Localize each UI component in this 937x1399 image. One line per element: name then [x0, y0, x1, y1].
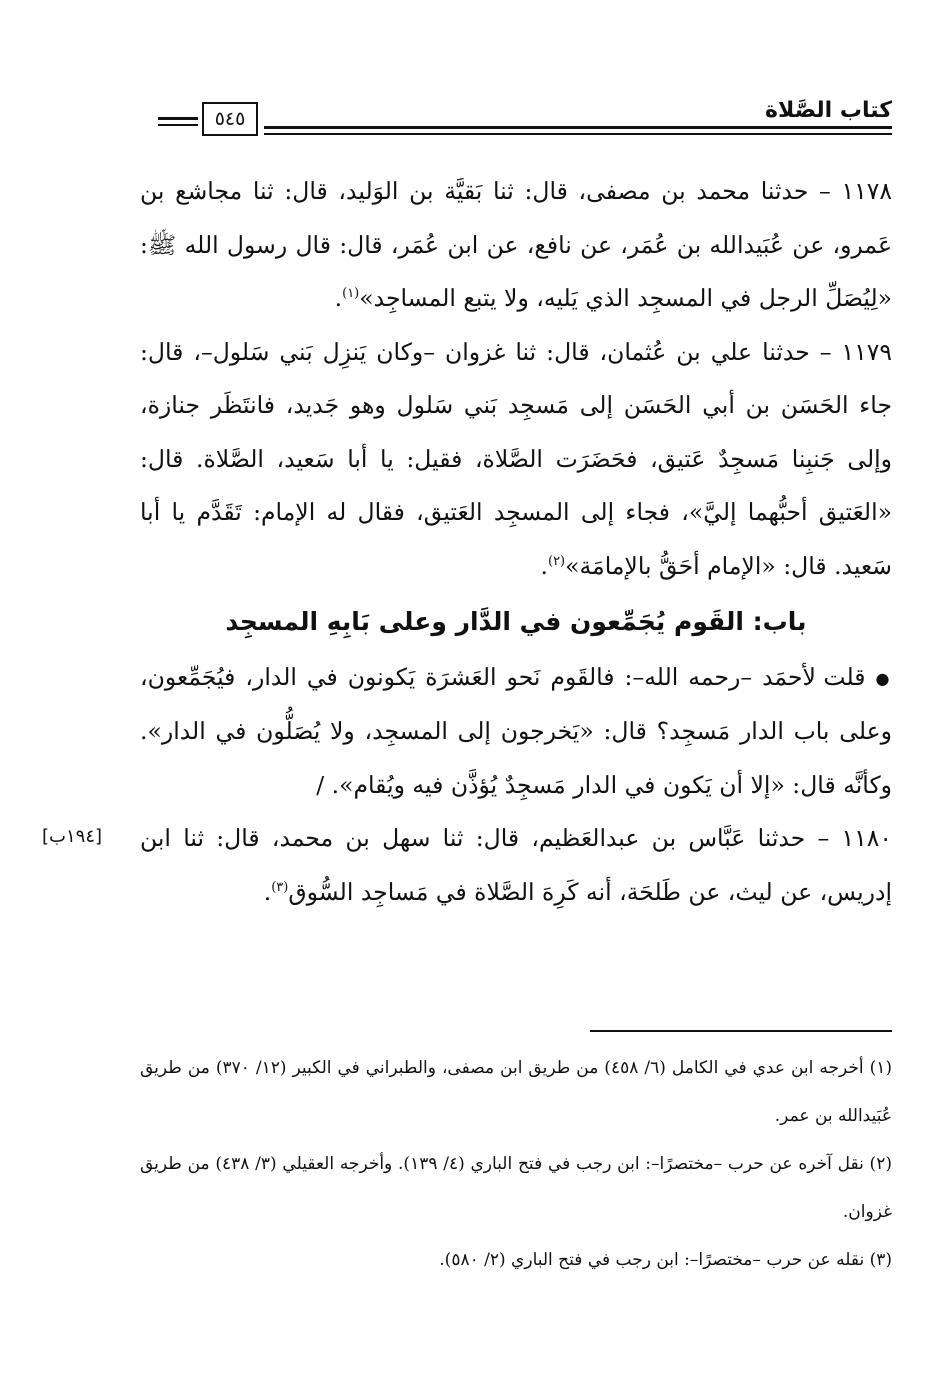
hadith-text: – حدثنا علي بن عُثمان، قال: ثنا غزوان –وكان يَنزِل بَني سَلول–، قال: جاء الحَسَن بن أبي الحَسَن إلى مَسجِد بَني سَلول وهو جَديد، فانتَظَر جنازة، وإلى جَنبِنا مَسجِدٌ عَتيق، فحَضَرَت الصَّلاة، فقيل: يا أبا سَعيد، الصَّلاة. قال: «العَتيق أحبُّهما إليَّ»، فجاء إلى المسجِد العَتيق، فقال له الإمام: تَقَدَّم يا أبا سَعيد. قال: «الإمام أحَقُّ بالإمامَة»	[140, 337, 892, 580]
footnote-2: (٢) نقل آخره عن حرب –مختصرًا–: ابن رجب في فتح الباري (٤/ ١٣٩). وأخرجه العقيلي (٣/ ٤٣٨) من طريق غزوان.	[140, 1154, 892, 1222]
page-number: ٥٤٥	[202, 102, 258, 136]
header-rule	[264, 133, 892, 135]
hadith-1178	[140, 165, 892, 326]
hadith-number: ١١٧٨	[841, 177, 892, 205]
bullet-paragraph	[140, 651, 892, 812]
hadith-number: ١١٧٩	[841, 337, 892, 366]
chapter-heading: باب: القَوم يُجَمِّعون في الدَّار وعلى بَابِهِ المسجِد	[225, 607, 807, 636]
footnote-1: (١) أخرجه ابن عدي في الكامل (٦/ ٤٥٨) من طريق ابن مصفى، والطبراني في الكبير (١٢/ ٣٧٠) من طريق عُبَيدالله بن عمر.	[140, 1058, 892, 1126]
footnote-3: (٣) نقله عن حرب –مختصرًا–: ابن رجب في فتح الباري (٢/ ٥٨٠).	[439, 1250, 892, 1270]
header-rule	[158, 124, 198, 126]
hadith-1179	[140, 326, 892, 594]
bullet-icon: ●	[875, 668, 892, 688]
main-text	[140, 165, 892, 919]
footnote-separator	[590, 1030, 892, 1032]
hadith-1180	[140, 812, 892, 919]
sentence-end: .	[334, 284, 343, 312]
footnote-ref[interactable]: (٣)	[271, 879, 289, 895]
manuscript-folio-marker: [١٩٤ب]	[42, 826, 103, 847]
sentence-end: .	[540, 551, 548, 580]
hadith-number: ١١٨٠	[841, 824, 892, 853]
hadith-text: – حدثنا عَبَّاس بن عبدالعَظيم، قال: ثنا سهل بن محمد، قال: ثنا ابن إدريس، عن ليث، عن طَلحَة، أنه كَرِهَ الصَّلاة في مَساجِد السُّوق	[140, 824, 892, 906]
page-header	[150, 92, 892, 152]
header-rule	[158, 117, 198, 120]
paragraph-text: قلت لأحمَد –رحمه الله–: فالقَوم نَحو العَشرَة يَكونون في الدار، فيُجَمِّعون، وعلى باب الدار مَسجِد؟ قال: «يَخرجون إلى المسجِد، ولا يُصَلُّون في الدار». وكأنَّه قال: «إلا أن يَكون في الدار مَسجِدٌ يُؤذَّن فيه ويُقام». /	[140, 663, 892, 799]
footnote-ref[interactable]: (١)	[342, 286, 360, 302]
running-title: كتاب الصَّلاة	[765, 98, 892, 123]
footnotes	[140, 1044, 892, 1284]
sentence-end: .	[263, 877, 272, 906]
hadith-text: – حدثنا محمد بن مصفى، قال: ثنا بَقيَّة بن الوَليد، قال: ثنا مجاشع بن عَمرو، عن عُبَيدالله بن عُمَر، عن نافع، عن ابن عُمَر، قال: قال رسول الله ﷺ: «لِيُصَلِّ الرجل في المسجِد الذي يَليه، ولا يتبع المساجِد»	[140, 177, 892, 312]
footnote-ref[interactable]: (٢)	[547, 553, 566, 569]
header-rule	[264, 126, 892, 129]
